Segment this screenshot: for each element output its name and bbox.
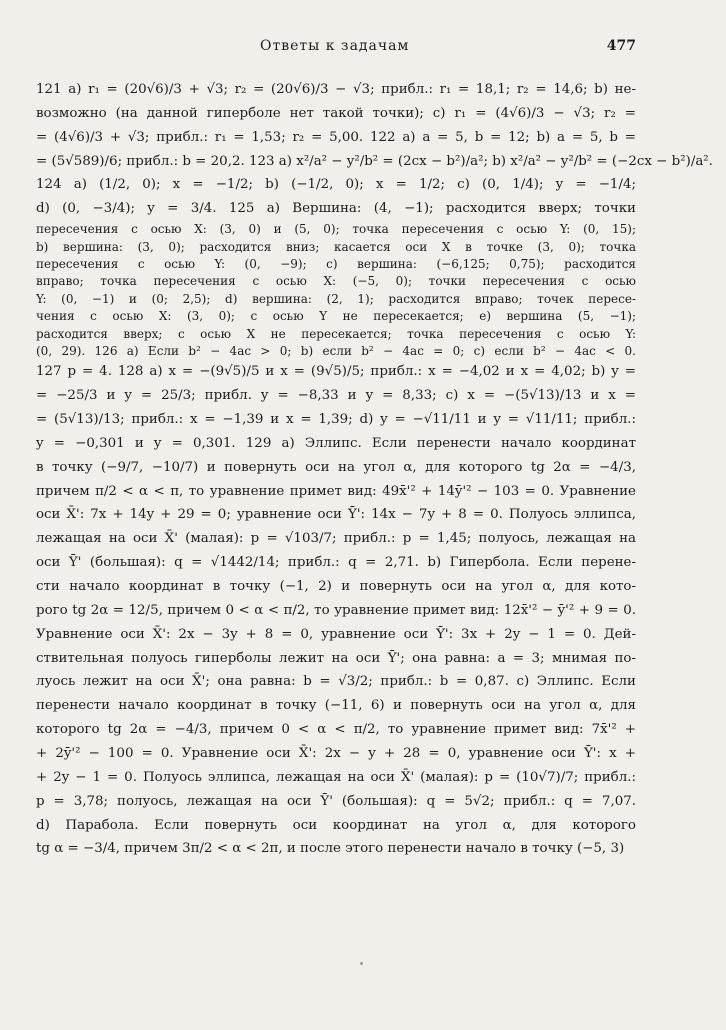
running-title: Ответы к задачам xyxy=(260,38,410,54)
text-line: 127 p = 4. 128 a) x = −(9√5)/5 и x = (9√5)/5; прибл.: x = −4,02 и x = 4,02; b) y = xyxy=(36,364,636,380)
text-line: причем π/2 < α < π, то уравнение примет вид: 49x̄'² + 14ȳ'² − 103 = 0. Уравнение xyxy=(36,483,636,499)
text-line: = (4√6)/3 + √3; прибл.: r₁ = 1,53; r₂ = 5,00. 122 a) a = 5, b = 12; b) a = 5, b = xyxy=(36,129,636,145)
answers-text xyxy=(36,78,713,861)
text-line: сти начало координат в точку (−1, 2) и повернуть оси на угол α, для кото- xyxy=(36,579,636,595)
text-line: tg α = −3/4, причем 3π/2 < α < 2π, и после этого перенести начало в точку (−5, 3) xyxy=(36,841,625,857)
page-number: 477 xyxy=(606,38,636,54)
text-line: + 2y − 1 = 0. Полуось эллипса, лежащая на оси X̄' (малая): p = (10√7)/7; прибл.: xyxy=(36,769,636,785)
text-lines xyxy=(36,78,713,861)
text-line: лежащая на оси X̄' (малая): p = √103/7; прибл.: p = 1,45; полуось, лежащая на xyxy=(36,531,636,547)
text-line: Y: (0, −1) и (0; 2,5); d) вершина: (2, 1); расходится вправо; точек пересе- xyxy=(36,291,636,306)
text-line: чения с осью X: (3, 0); с осью Y не пересекается; e) вершина (5, −1); xyxy=(36,309,636,324)
text-line: y = −0,301 и y = 0,301. 129 a) Эллипс. Если перенести начало координат xyxy=(36,435,636,451)
text-line: 124 a) (1/2, 0); x = −1/2; b) (−1/2, 0); x = 1/2; c) (0, 1/4); y = −1/4; xyxy=(36,177,636,193)
page-speck xyxy=(360,962,363,965)
text-line: d) Парабола. Если повернуть оси координат на угол α, для которого xyxy=(36,817,636,833)
text-line: Уравнение оси X̄': 2x − 3y + 8 = 0, уравнение оси Ȳ': 3x + 2y − 1 = 0. Дей- xyxy=(36,626,636,642)
text-line: = (5√589)/6; прибл.: b = 20,2. 123 a) x²/a² − y²/b² = (2cx − b²)/a²; b) x²/a² − y²/b² = (−2cx − b²)/a². xyxy=(36,153,713,169)
text-line: в точку (−9/7, −10/7) и повернуть оси на угол α, для которого tg 2α = −4/3, xyxy=(36,459,636,475)
text-line: d) (0, −3/4); y = 3/4. 125 a) Вершина: (4, −1); расходится вверх; точки xyxy=(36,201,636,217)
text-line: = (5√13)/13; прибл.: x = −1,39 и x = 1,39; d) y = −√11/11 и y = √11/11; прибл.: xyxy=(36,412,636,427)
page-header xyxy=(60,38,636,58)
text-line: вправо; точка пересечения с осью X: (−5, 0); точки пересечения с осью xyxy=(36,274,636,289)
text-line: возможно (на данной гиперболе нет такой точки); c) r₁ = (4√6)/3 − √3; r₂ = xyxy=(36,105,636,121)
text-line: пересечения с осью X: (3, 0) и (5, 0); точка пересечения с осью Y: (0, 15); xyxy=(36,222,636,237)
text-line: p = 3,78; полуось, лежащая на оси Ȳ' (большая): q = 5√2; прибл.: q = 7,07. xyxy=(36,793,636,809)
text-line: оси Ȳ' (большая): q = √1442/14; прибл.: q = 2,71. b) Гипербола. Если перене- xyxy=(36,555,636,571)
text-line: которого tg 2α = −4/3, причем 0 < α < π/2, то уравнение примет вид: 7x̄'² + xyxy=(36,722,636,738)
text-line: (0, 29). 126 a) Если b² − 4ac > 0; b) если b² − 4ac = 0; c) если b² − 4ac < 0. xyxy=(36,343,636,358)
text-line: оси X̄': 7x + 14y + 29 = 0; уравнение оси Ȳ': 14x − 7y + 8 = 0. Полуось эллипса, xyxy=(36,507,636,523)
text-line: рого tg 2α = 12/5, причем 0 < α < π/2, то уравнение примет вид: 12x̄'² − ȳ'² + 9 = 0. xyxy=(36,602,636,618)
text-line: ствительная полуось гиперболы лежит на оси Ȳ'; она равна: a = 3; мнимая по- xyxy=(36,650,636,666)
text-line: перенести начало координат в точку (−11, 6) и повернуть оси на угол α, для xyxy=(36,698,636,714)
text-line: расходится вверх; с осью X не пересекается; точка пересечения с осью Y: xyxy=(36,326,636,341)
text-line: 121 а) r₁ = (20√6)/3 + √3; r₂ = (20√6)/3 − √3; прибл.: r₁ = 18,1; r₂ = 14,6; b) не- xyxy=(36,82,636,97)
text-line: + 2ȳ'² − 100 = 0. Уравнение оси X̄': 2x − y + 28 = 0, уравнение оси Ȳ': x + xyxy=(36,746,636,762)
text-line: b) вершина: (3, 0); расходится вниз; касается оси X в точке (3, 0); точка xyxy=(36,239,636,254)
text-line: луось лежит на оси X̄'; она равна: b = √3/2; прибл.: b = 0,87. c) Эллипс. Если xyxy=(36,674,636,690)
text-line: = −25/3 и y = 25/3; прибл. y = −8,33 и y = 8,33; c) x = −(5√13)/13 и x = xyxy=(36,388,636,404)
text-line: пересечения с осью Y: (0, −9); c) вершина: (−6,125; 0,75); расходится xyxy=(36,256,636,271)
